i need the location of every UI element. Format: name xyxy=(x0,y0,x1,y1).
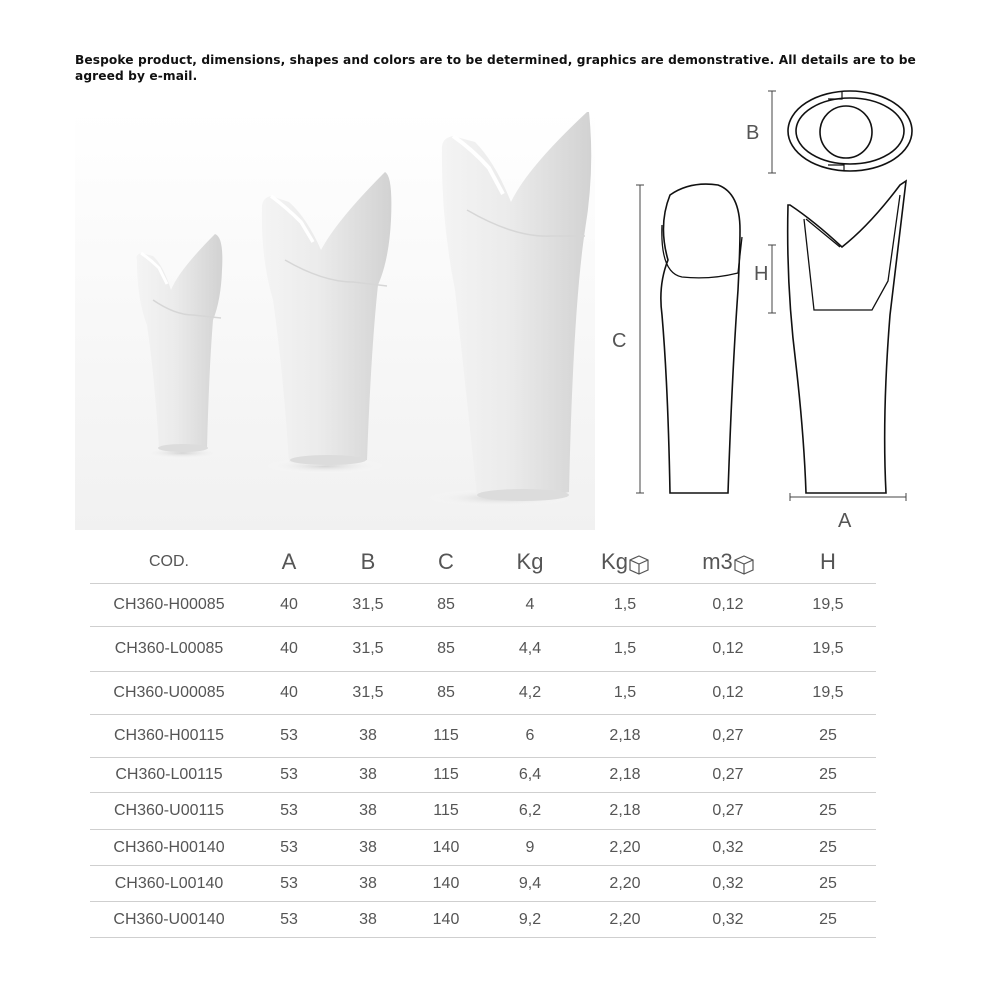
header-h: H xyxy=(780,540,876,584)
header-kg-box-label: Kg xyxy=(601,548,628,574)
front-view xyxy=(661,184,740,493)
cell-b: 38 xyxy=(330,866,406,902)
cell-a: 40 xyxy=(248,584,330,627)
cell-cod: CH360-U00085 xyxy=(90,672,248,715)
cell-h: 25 xyxy=(780,866,876,902)
cell-kg: 4 xyxy=(486,584,574,627)
cell-a: 53 xyxy=(248,793,330,830)
cell-m3: 0,12 xyxy=(676,672,780,715)
cell-kg-box: 2,18 xyxy=(574,758,676,793)
cell-h: 25 xyxy=(780,715,876,758)
label-h: H xyxy=(754,263,769,285)
cell-cod: CH360-L00140 xyxy=(90,866,248,902)
package-box-icon xyxy=(734,555,754,575)
cell-kg-box: 2,20 xyxy=(574,902,676,938)
table-row xyxy=(90,672,876,715)
cell-a: 53 xyxy=(248,758,330,793)
cell-cod: CH360-U00115 xyxy=(90,793,248,830)
cell-m3: 0,27 xyxy=(676,758,780,793)
cell-kg: 6,4 xyxy=(486,758,574,793)
cell-c: 85 xyxy=(406,627,486,672)
cell-h: 19,5 xyxy=(780,627,876,672)
technical-drawing xyxy=(600,85,930,535)
header-m3-box xyxy=(676,540,780,584)
cell-m3: 0,12 xyxy=(676,627,780,672)
cell-h: 19,5 xyxy=(780,584,876,627)
table-row xyxy=(90,793,876,830)
cell-cod: CH360-U00140 xyxy=(90,902,248,938)
cell-b: 31,5 xyxy=(330,672,406,715)
cell-cod: CH360-H00115 xyxy=(90,715,248,758)
header-cod: COD. xyxy=(90,540,248,584)
cell-kg-box: 2,18 xyxy=(574,715,676,758)
product-photo xyxy=(75,110,595,530)
header-b: B xyxy=(330,540,406,584)
table-header-row xyxy=(90,540,876,584)
label-a: A xyxy=(838,510,852,532)
cell-kg: 6 xyxy=(486,715,574,758)
cell-m3: 0,32 xyxy=(676,866,780,902)
header-m3-box-label: m3 xyxy=(702,548,733,574)
header-kg-box xyxy=(574,540,676,584)
cell-c: 115 xyxy=(406,758,486,793)
cell-m3: 0,27 xyxy=(676,793,780,830)
cell-kg-box: 1,5 xyxy=(574,627,676,672)
cell-kg: 9,4 xyxy=(486,866,574,902)
package-box-icon xyxy=(629,555,649,575)
cell-a: 53 xyxy=(248,715,330,758)
cell-c: 140 xyxy=(406,830,486,866)
cell-c: 140 xyxy=(406,902,486,938)
cell-cod: CH360-H00140 xyxy=(90,830,248,866)
cell-a: 53 xyxy=(248,830,330,866)
cell-m3: 0,32 xyxy=(676,830,780,866)
table-row xyxy=(90,627,876,672)
cell-b: 31,5 xyxy=(330,584,406,627)
cell-c: 115 xyxy=(406,793,486,830)
cell-kg: 6,2 xyxy=(486,793,574,830)
cell-cod: CH360-L00115 xyxy=(90,758,248,793)
header-kg: Kg xyxy=(486,540,574,584)
cell-h: 25 xyxy=(780,902,876,938)
cell-a: 40 xyxy=(248,672,330,715)
cell-h: 19,5 xyxy=(780,672,876,715)
header-a: A xyxy=(248,540,330,584)
cell-kg: 9,2 xyxy=(486,902,574,938)
cell-m3: 0,27 xyxy=(676,715,780,758)
table-row xyxy=(90,715,876,758)
table-row xyxy=(90,902,876,938)
table-row xyxy=(90,866,876,902)
cell-kg-box: 2,18 xyxy=(574,793,676,830)
table-row xyxy=(90,584,876,627)
cell-m3: 0,12 xyxy=(676,584,780,627)
cell-h: 25 xyxy=(780,758,876,793)
cell-kg-box: 2,20 xyxy=(574,866,676,902)
cell-kg: 4,4 xyxy=(486,627,574,672)
cell-a: 53 xyxy=(248,902,330,938)
cell-h: 25 xyxy=(780,793,876,830)
label-c: C xyxy=(612,330,627,352)
cell-b: 38 xyxy=(330,902,406,938)
cell-a: 40 xyxy=(248,627,330,672)
disclaimer-notice: Bespoke product, dimensions, shapes and colors are to be determined, graphics are demonstrative. All details are to be agreed by e-mail. xyxy=(75,53,916,83)
cell-m3: 0,32 xyxy=(676,902,780,938)
cell-kg: 9 xyxy=(486,830,574,866)
cell-kg-box: 1,5 xyxy=(574,672,676,715)
top-view-circle xyxy=(820,106,872,158)
cell-c: 85 xyxy=(406,672,486,715)
cell-c: 115 xyxy=(406,715,486,758)
cell-cod: CH360-L00085 xyxy=(90,627,248,672)
cell-b: 31,5 xyxy=(330,627,406,672)
header-c: C xyxy=(406,540,486,584)
table-row xyxy=(90,830,876,866)
cell-a: 53 xyxy=(248,866,330,902)
cell-b: 38 xyxy=(330,758,406,793)
table-row xyxy=(90,758,876,793)
cell-c: 85 xyxy=(406,584,486,627)
top-view-outer xyxy=(788,91,912,171)
cell-kg-box: 2,20 xyxy=(574,830,676,866)
cell-h: 25 xyxy=(780,830,876,866)
label-b: B xyxy=(746,122,760,144)
cell-b: 38 xyxy=(330,793,406,830)
cell-cod: CH360-H00085 xyxy=(90,584,248,627)
top-view-inner xyxy=(796,98,904,164)
cell-b: 38 xyxy=(330,715,406,758)
cell-kg-box: 1,5 xyxy=(574,584,676,627)
spec-table xyxy=(90,540,876,938)
cell-c: 140 xyxy=(406,866,486,902)
cell-kg: 4,2 xyxy=(486,672,574,715)
cell-b: 38 xyxy=(330,830,406,866)
